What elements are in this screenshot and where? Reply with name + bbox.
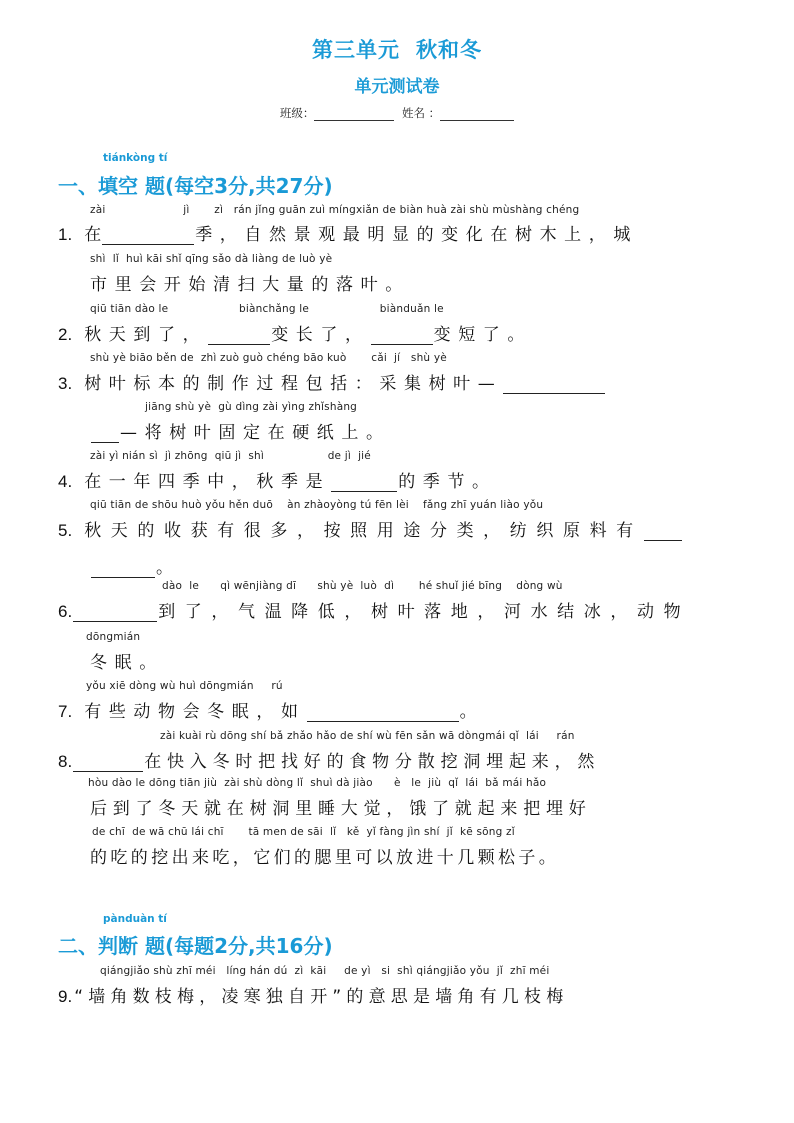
q3-line-1 <box>58 369 606 394</box>
q8-pinyin-2: hòu dào le dōng tiān jiù zài shù dòng lǐ shuì dà jiào è le jiù qǐ lái bǎ mái hǎo <box>88 777 547 789</box>
unit-title: 第三单元 <box>312 38 400 62</box>
section1-pinyin: tiánkòng tí <box>103 152 168 164</box>
q9-line <box>58 982 568 1007</box>
q2-number: 2. <box>58 325 73 344</box>
q6-blank[interactable] <box>73 603 157 622</box>
q4-pinyin: zài yì nián sì jì zhōng qiū jì shì de jì jié <box>90 450 371 462</box>
name-field[interactable] <box>402 105 514 121</box>
q4-line <box>58 467 497 492</box>
name-label: 姓名 ： <box>402 106 441 120</box>
name-blank[interactable] <box>440 108 514 121</box>
student-info-row <box>0 105 794 121</box>
q6-text-b: 冬眠。 <box>90 653 164 673</box>
q5-number: 5. <box>58 521 73 540</box>
q5-text-a: 秋天的收获有很多，按照用途分类，纺织原料有 <box>84 521 643 541</box>
q5-blank-2[interactable] <box>91 559 155 578</box>
q1-blank[interactable] <box>102 226 194 245</box>
page-subtitle: 单元测试卷 <box>354 77 440 97</box>
unit-topic: 秋和冬 <box>416 38 482 62</box>
class-label: 班级： <box>279 106 315 120</box>
q1-pinyin-2: shì lǐ huì kāi shǐ qīng sǎo dà liàng de luò yè <box>90 253 333 265</box>
q5-line-1 <box>58 516 683 541</box>
q1-text-a: 在 <box>84 225 102 245</box>
q3-number: 3. <box>58 374 73 393</box>
q3-pinyin-2: jiāng shù yè gù dìng zài yìng zhǐshàng <box>145 401 358 413</box>
q2-blank-1[interactable] <box>208 326 270 345</box>
q4-text-a: 在一年四季中，秋季是 <box>84 472 331 492</box>
section2-pinyin: pànduàn tí <box>103 913 167 925</box>
q1-number: 1. <box>58 225 73 244</box>
section2-heading: 二、判断 题(每题2分,共16分) <box>58 934 333 958</box>
q7-text-b: 。 <box>459 702 477 722</box>
q4-blank[interactable] <box>331 473 397 492</box>
q5-pinyin: qiū tiān de shōu huò yǒu hěn duō àn zhàoyòng tú fēn lèi fǎng zhī yuán liào yǒu <box>90 499 544 511</box>
q7-pinyin: yǒu xiē dòng wù huì dōngmián rú <box>86 680 283 692</box>
q3-line-2 <box>90 418 391 443</box>
q5-blank-1[interactable] <box>644 522 682 541</box>
q1-text-b: 季，自然景观最明显的变化在树木上，城 <box>195 225 638 245</box>
q8-pinyin-3: de chī de wā chū lái chī tā men de sāi lǐ kě yǐ fàng jìn shí jǐ kē sōng zǐ <box>92 826 515 838</box>
q2-pinyin: qiū tiān dào le biànchǎng le biànduǎn le <box>90 303 444 315</box>
q7-blank[interactable] <box>307 703 459 722</box>
q3-blank-1[interactable] <box>503 375 605 394</box>
class-field[interactable] <box>280 105 395 121</box>
q6-number: 6. <box>58 602 73 621</box>
q8-number: 8. <box>58 752 73 771</box>
q6-text-a: 到了，气温降低，树叶落地，河水结冰，动物 <box>158 602 691 622</box>
q1-text-c: 市里会开始清扫大量的落叶。 <box>90 275 410 295</box>
q8-text-c: 的吃的挖出来吃，它们的腮里可以放进十几颗松子。 <box>90 848 560 868</box>
q2-text-b: 变长了， <box>271 325 370 345</box>
q8-line-1 <box>58 747 600 772</box>
q1-pinyin-1: zài jì zì rán jǐng guān zuì míngxiǎn de biàn huà zài shù mùshàng chéng <box>90 204 580 216</box>
section1-heading: 一、填空 题(每空3分,共27分) <box>58 174 333 198</box>
q2-text-c: 变短了。 <box>433 325 532 345</box>
q8-blank[interactable] <box>73 753 143 772</box>
q3-blank-2[interactable] <box>91 424 119 443</box>
q7-line <box>58 697 477 722</box>
q8-pinyin-1: zài kuài rù dōng shí bǎ zhǎo hǎo de shí wù fēn sǎn wā dòngmái qǐ lái rán <box>160 730 575 742</box>
q6-pinyin-2: dōngmián <box>86 631 141 643</box>
q3-text-b: —将树叶固定在硬纸上。 <box>120 423 391 443</box>
q7-text-a: 有些动物会冬眠，如 <box>84 702 306 722</box>
q6-pinyin-1: dào le qì wēnjiàng dī shù yè luò dì hé shuǐ jié bīng dòng wù <box>162 580 563 592</box>
q8-text-b: 后到了冬天就在树洞里睡大觉，饿了就起来把埋好 <box>90 799 592 819</box>
q3-text-a: 树叶标本的制作过程包括：采集树叶— <box>84 374 503 394</box>
q2-text-a: 秋天到了， <box>84 325 208 345</box>
class-blank[interactable] <box>314 108 394 121</box>
q1-line-1 <box>58 220 638 245</box>
q5-line-2 <box>90 553 173 578</box>
page-title <box>0 34 794 64</box>
q8-text-a: 在快入冬时把找好的食物分散挖洞埋起来，然 <box>144 752 601 772</box>
q4-number: 4. <box>58 472 73 491</box>
q9-pinyin: qiángjiǎo shù zhī méi líng hán dú zì kāi de yì si shì qiángjiǎo yǒu jǐ zhī méi <box>100 965 550 977</box>
q7-number: 7. <box>58 702 73 721</box>
q9-number: 9. <box>58 987 73 1006</box>
q2-blank-2[interactable] <box>371 326 433 345</box>
q5-text-b: 。 <box>156 558 173 578</box>
q3-pinyin-1: shù yè biāo běn de zhì zuò guò chéng bāo kuò cǎi jí shù yè <box>90 352 447 364</box>
q4-text-b: 的季节。 <box>398 472 497 492</box>
q2-line <box>58 320 532 345</box>
q6-line-1 <box>58 597 690 622</box>
q9-text-a: “墙角数枝梅，凌寒独自开”的意思是墙角有几枝梅 <box>74 987 569 1007</box>
